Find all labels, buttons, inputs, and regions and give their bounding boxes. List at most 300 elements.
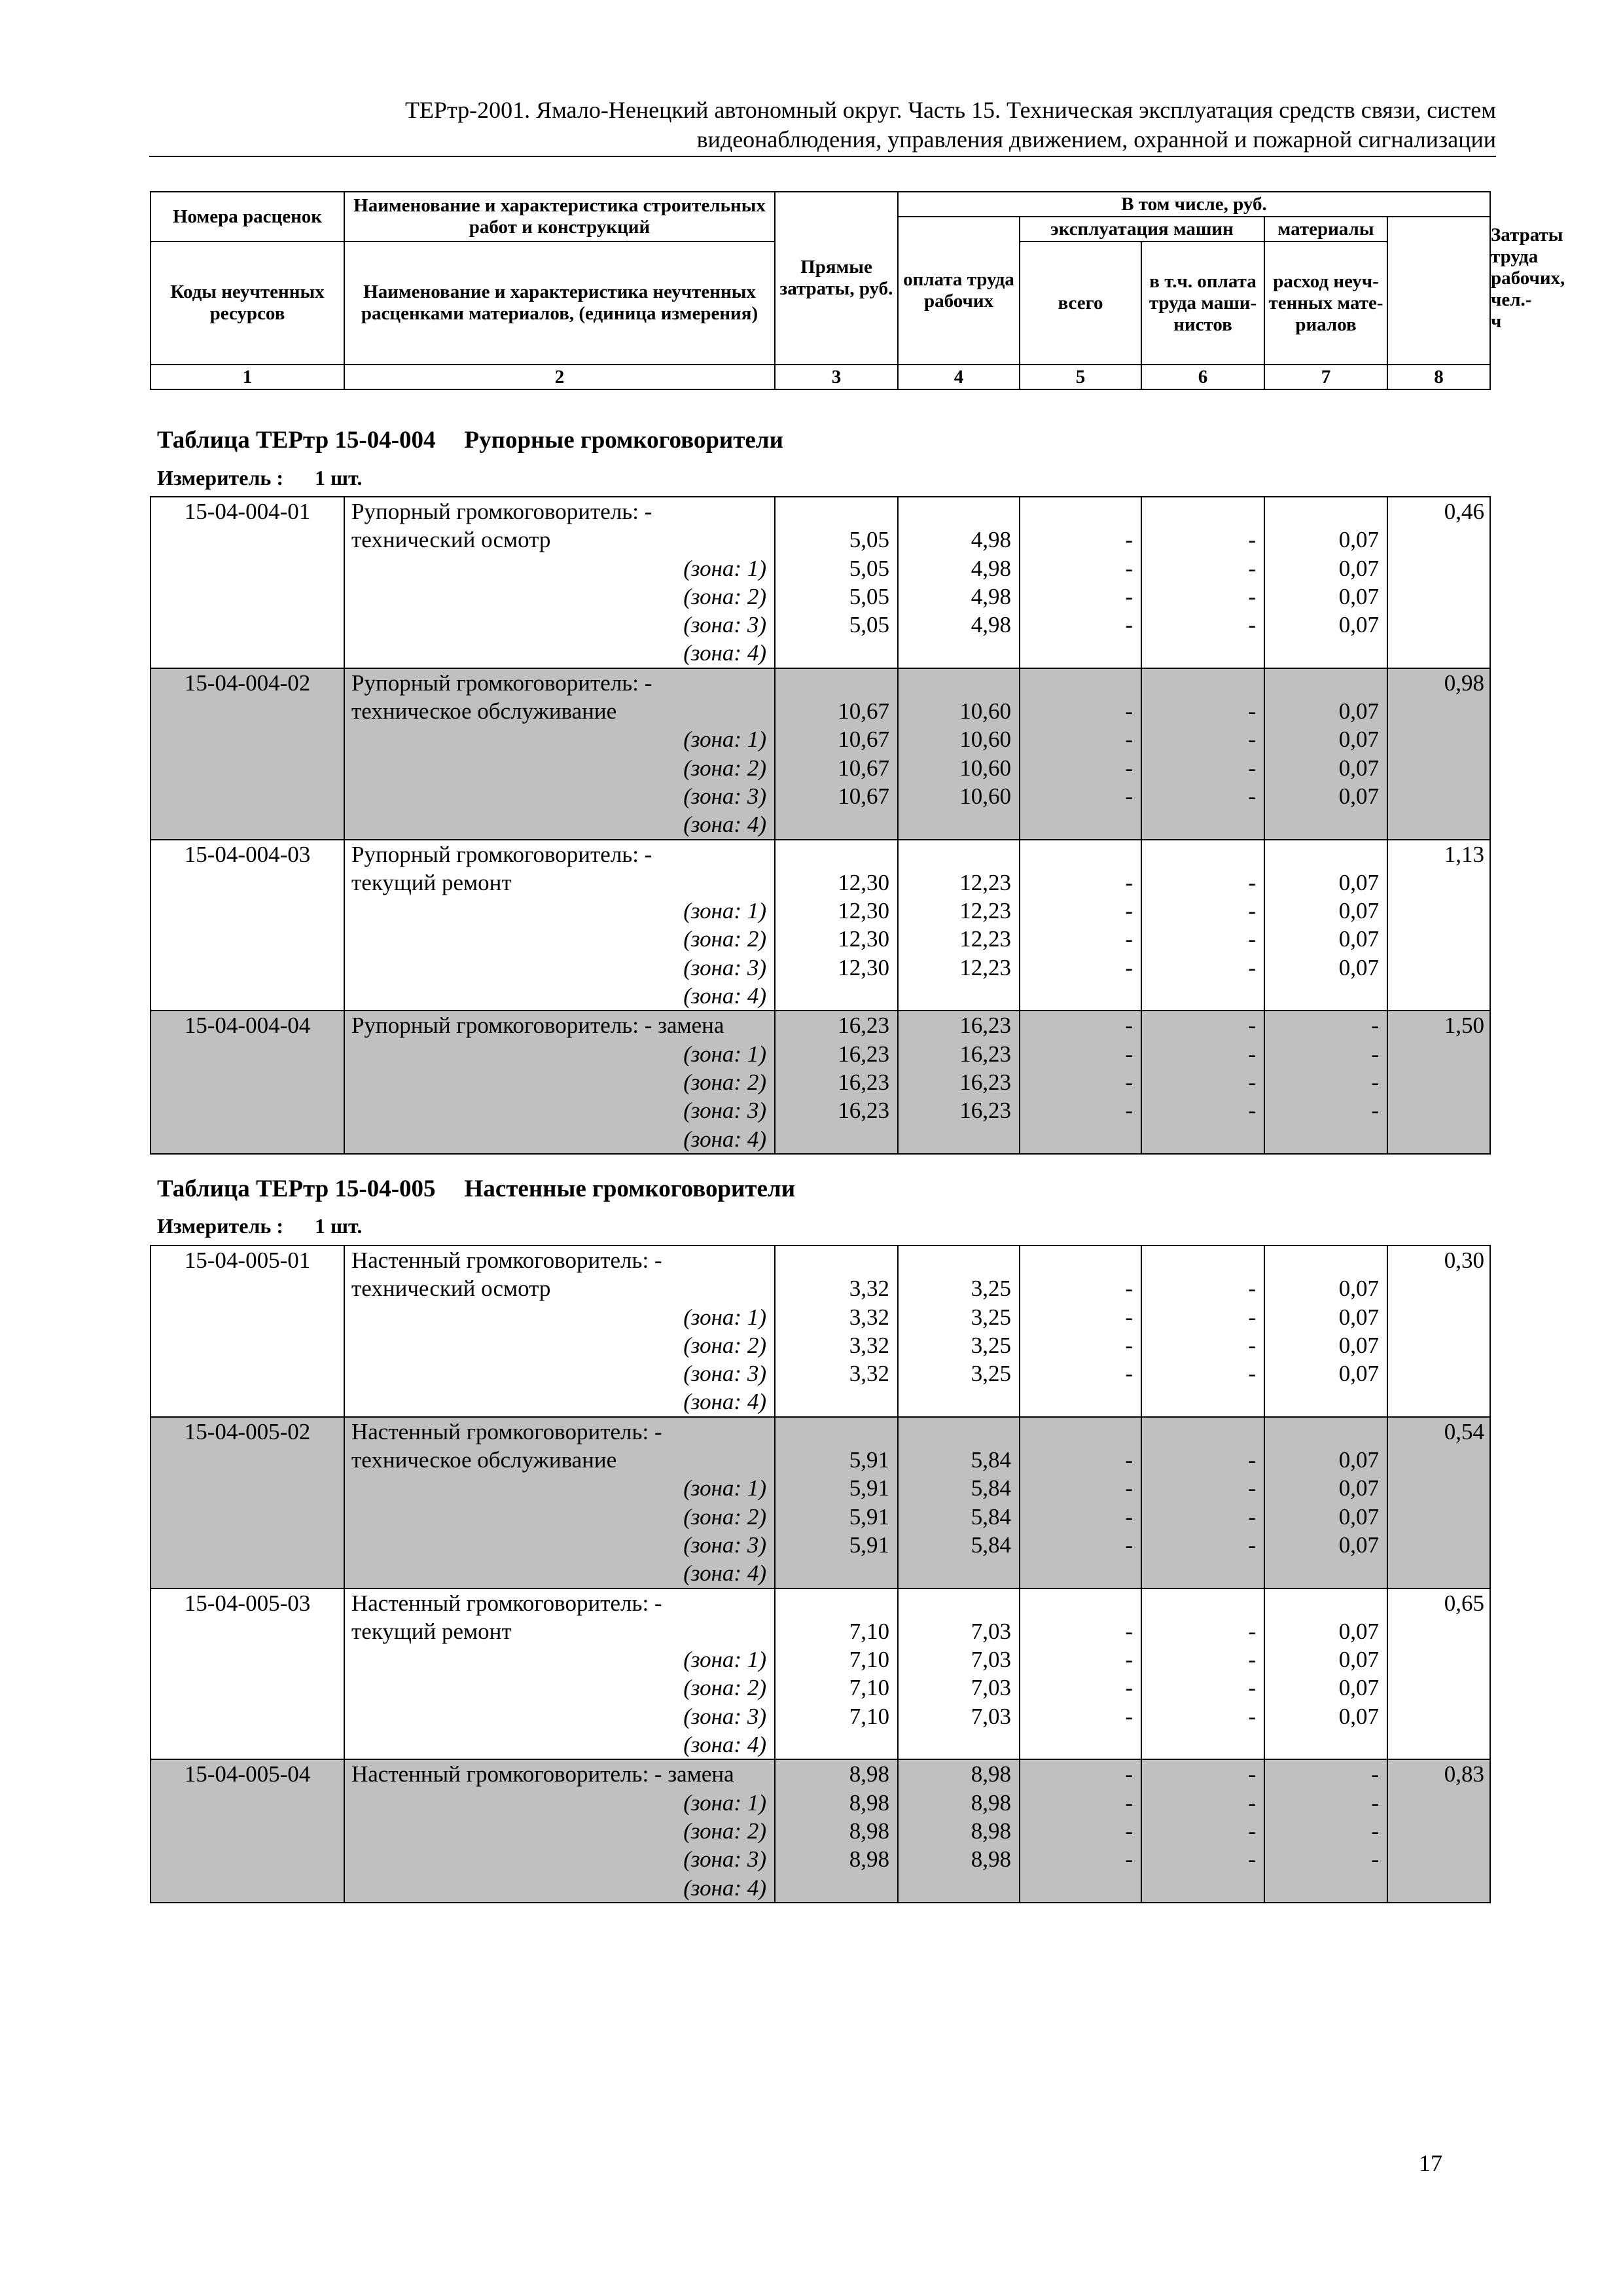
machinist-value: - xyxy=(1248,926,1256,952)
direct-value: 7,10 xyxy=(849,1675,889,1701)
direct-value: 12,30 xyxy=(838,898,889,924)
header-col-number: 5 xyxy=(1020,365,1141,389)
machinist-value: - xyxy=(1248,726,1256,753)
machinist-cell xyxy=(1141,1246,1264,1417)
header-col-number: 8 xyxy=(1387,365,1490,389)
zone-label: (зона: 1) xyxy=(683,1304,766,1330)
machines-value: - xyxy=(1125,783,1133,809)
zone-label: (зона: 4) xyxy=(683,640,766,666)
labor-value: 0,98 xyxy=(1387,668,1490,840)
rate-description xyxy=(344,1759,775,1902)
pay-value: 10,60 xyxy=(959,783,1011,809)
header-col-number: 1 xyxy=(151,365,344,389)
rate-row xyxy=(151,668,1490,840)
direct-value: 7,10 xyxy=(849,1647,889,1673)
direct-value: 8,98 xyxy=(849,1789,889,1816)
header-direct-costs: Прямые затраты, руб. xyxy=(775,192,898,365)
rate-code: 15-04-004-02 xyxy=(151,668,344,840)
direct-value: 10,67 xyxy=(838,755,889,781)
pay-cell xyxy=(898,1759,1020,1902)
machines-value: - xyxy=(1125,1647,1133,1673)
labor-value: 0,30 xyxy=(1387,1246,1490,1417)
materials-value: 0,07 xyxy=(1338,555,1379,581)
direct-value: 12,30 xyxy=(838,954,889,980)
pay-value: 8,98 xyxy=(971,1761,1011,1787)
materials-value: 0,07 xyxy=(1338,1532,1379,1558)
machines-value: - xyxy=(1125,1276,1133,1302)
materials-cell xyxy=(1264,1417,1387,1588)
rate-code: 15-04-005-04 xyxy=(151,1759,344,1902)
machines-value: - xyxy=(1125,1041,1133,1067)
materials-value: - xyxy=(1371,1069,1379,1095)
rates-table xyxy=(150,1245,1491,1903)
machines-value: - xyxy=(1125,1532,1133,1558)
machinist-value: - xyxy=(1248,1618,1256,1644)
header-line-1: ТЕРтр-2001. Ямало-Ненецкий автономный округ. Часть 15. Техническая эксплуатация средств связи, систем xyxy=(404,97,1496,123)
materials-value: 0,07 xyxy=(1338,1618,1379,1644)
direct-value: 5,05 xyxy=(849,527,889,553)
rate-description-line: Настенный громкоговоритель: - xyxy=(351,1247,662,1273)
direct-value: 16,23 xyxy=(838,1098,889,1124)
zone-label: (зона: 3) xyxy=(683,1846,766,1873)
machines-value: - xyxy=(1125,1675,1133,1701)
measure-line xyxy=(157,466,362,490)
direct-value: 12,30 xyxy=(838,869,889,895)
materials-value: - xyxy=(1371,1818,1379,1844)
pay-value: 3,25 xyxy=(971,1276,1011,1302)
machines-value: - xyxy=(1125,1703,1133,1729)
header-name-materials: Наименование и характеристика неучтенных расценками материалов, (единица измерения) xyxy=(344,242,775,365)
labor-value: 0,46 xyxy=(1387,497,1490,668)
pay-value: 10,60 xyxy=(959,698,1011,725)
materials-value: 0,07 xyxy=(1338,926,1379,952)
machines-value: - xyxy=(1125,612,1133,638)
zone-label: (зона: 1) xyxy=(683,555,766,581)
direct-value: 5,91 xyxy=(849,1503,889,1530)
rate-code: 15-04-005-02 xyxy=(151,1417,344,1588)
zone-label: (зона: 1) xyxy=(683,898,766,924)
pay-value: 4,98 xyxy=(971,527,1011,553)
header-col-number: 3 xyxy=(775,365,898,389)
materials-value: 0,07 xyxy=(1338,583,1379,609)
machinist-value: - xyxy=(1248,1532,1256,1558)
pay-value: 4,98 xyxy=(971,583,1011,609)
materials-value: 0,07 xyxy=(1338,1675,1379,1701)
zone-label: (зона: 1) xyxy=(683,1647,766,1673)
machines-value: - xyxy=(1125,1503,1133,1530)
header-including: В том числе, руб. xyxy=(898,192,1490,217)
machinist-value: - xyxy=(1248,1703,1256,1729)
machinist-value: - xyxy=(1248,1447,1256,1473)
zone-label: (зона: 4) xyxy=(683,1126,766,1152)
pay-value: 3,25 xyxy=(971,1332,1011,1358)
rate-description-line: техническое обслуживание xyxy=(351,1447,617,1473)
pay-value: 5,84 xyxy=(971,1447,1011,1473)
machinist-value: - xyxy=(1248,755,1256,781)
pay-value: 5,84 xyxy=(971,1532,1011,1558)
header-col-number: 6 xyxy=(1141,365,1264,389)
materials-value: - xyxy=(1371,1846,1379,1873)
direct-value: 3,32 xyxy=(849,1361,889,1387)
rate-description xyxy=(344,668,775,840)
machines-cell xyxy=(1020,1759,1141,1902)
materials-value: 0,07 xyxy=(1338,1276,1379,1302)
machinist-value: - xyxy=(1248,1789,1256,1816)
header-col-number: 7 xyxy=(1264,365,1387,389)
direct-value: 7,10 xyxy=(849,1618,889,1644)
header-unaccounted-materials: расход неуч- тенных мате- риалов xyxy=(1264,242,1387,365)
materials-value: 0,07 xyxy=(1338,612,1379,638)
direct-cell xyxy=(775,668,898,840)
rate-description xyxy=(344,1588,775,1760)
zone-label: (зона: 3) xyxy=(683,1703,766,1729)
materials-value: 0,07 xyxy=(1338,1647,1379,1673)
machines-value: - xyxy=(1125,1789,1133,1816)
machinist-value: - xyxy=(1248,612,1256,638)
machines-value: - xyxy=(1125,898,1133,924)
direct-cell xyxy=(775,840,898,1011)
machines-value: - xyxy=(1125,698,1133,725)
pay-value: 8,98 xyxy=(971,1818,1011,1844)
rate-description-line: Настенный громкоговоритель: - xyxy=(351,1590,662,1616)
direct-value: 5,91 xyxy=(849,1447,889,1473)
direct-value: 10,67 xyxy=(838,698,889,725)
machinist-cell xyxy=(1141,1417,1264,1588)
materials-value: 0,07 xyxy=(1338,726,1379,753)
direct-cell xyxy=(775,497,898,668)
machines-value: - xyxy=(1125,926,1133,952)
direct-value: 5,05 xyxy=(849,555,889,581)
machines-value: - xyxy=(1125,1475,1133,1501)
direct-cell xyxy=(775,1588,898,1760)
pay-value: 4,98 xyxy=(971,612,1011,638)
materials-value: - xyxy=(1371,1041,1379,1067)
zone-label: (зона: 3) xyxy=(683,1098,766,1124)
rates-table xyxy=(150,496,1491,1155)
direct-value: 5,05 xyxy=(849,612,889,638)
table-title xyxy=(157,426,783,454)
machines-value: - xyxy=(1125,1618,1133,1644)
materials-cell xyxy=(1264,1588,1387,1760)
pay-value: 7,03 xyxy=(971,1647,1011,1673)
direct-value: 3,32 xyxy=(849,1332,889,1358)
machinist-value: - xyxy=(1248,1013,1256,1039)
machinist-value: - xyxy=(1248,1332,1256,1358)
machinist-value: - xyxy=(1248,954,1256,980)
pay-value: 4,98 xyxy=(971,555,1011,581)
machines-cell xyxy=(1020,1417,1141,1588)
table-title-name: Настенные громкоговорители xyxy=(464,1175,796,1202)
materials-cell xyxy=(1264,1246,1387,1417)
machines-value: - xyxy=(1125,1846,1133,1873)
rate-description xyxy=(344,1417,775,1588)
direct-value: 5,91 xyxy=(849,1532,889,1558)
machines-value: - xyxy=(1125,1069,1133,1095)
direct-value: 16,23 xyxy=(838,1013,889,1039)
machinist-value: - xyxy=(1248,1069,1256,1095)
machinist-value: - xyxy=(1248,698,1256,725)
machinist-value: - xyxy=(1248,1647,1256,1673)
measure-label: Измеритель : xyxy=(157,466,283,490)
materials-value: - xyxy=(1371,1789,1379,1816)
machinist-value: - xyxy=(1248,1098,1256,1124)
zone-label: (зона: 3) xyxy=(683,1361,766,1387)
machines-value: - xyxy=(1125,869,1133,895)
machines-cell xyxy=(1020,497,1141,668)
direct-value: 8,98 xyxy=(849,1761,889,1787)
rate-description-line: технический осмотр xyxy=(351,1276,551,1302)
rate-row xyxy=(151,1588,1490,1760)
header-rate-numbers: Номера расценок xyxy=(151,192,344,242)
zone-label: (зона: 1) xyxy=(683,1475,766,1501)
zone-label: (зона: 4) xyxy=(683,1560,766,1587)
machinist-value: - xyxy=(1248,583,1256,609)
direct-value: 16,23 xyxy=(838,1069,889,1095)
header-materials: материалы xyxy=(1264,217,1387,242)
pay-cell xyxy=(898,1588,1020,1760)
rate-code: 15-04-004-01 xyxy=(151,497,344,668)
direct-cell xyxy=(775,1011,898,1153)
measure-line xyxy=(157,1214,362,1238)
table-title xyxy=(157,1175,795,1203)
machines-value: - xyxy=(1125,755,1133,781)
machines-cell xyxy=(1020,668,1141,840)
direct-value: 16,23 xyxy=(838,1041,889,1067)
labor-value: 1,13 xyxy=(1387,840,1490,1011)
materials-value: 0,07 xyxy=(1338,1332,1379,1358)
materials-value: 0,07 xyxy=(1338,1304,1379,1330)
zone-label: (зона: 4) xyxy=(683,1732,766,1758)
pay-value: 10,60 xyxy=(959,755,1011,781)
pay-value: 16,23 xyxy=(959,1013,1011,1039)
direct-value: 3,32 xyxy=(849,1276,889,1302)
page-number: 17 xyxy=(1419,2150,1442,2176)
zone-label: (зона: 2) xyxy=(683,755,766,781)
machinist-value: - xyxy=(1248,1361,1256,1387)
machinist-cell xyxy=(1141,668,1264,840)
materials-value: 0,07 xyxy=(1338,1503,1379,1530)
machines-value: - xyxy=(1125,1332,1133,1358)
materials-value: - xyxy=(1371,1013,1379,1039)
direct-value: 10,67 xyxy=(838,783,889,809)
pay-value: 16,23 xyxy=(959,1069,1011,1095)
machines-value: - xyxy=(1125,1304,1133,1330)
rate-description xyxy=(344,1246,775,1417)
zone-label: (зона: 2) xyxy=(683,1818,766,1844)
measure-label: Измеритель : xyxy=(157,1214,283,1238)
materials-value: - xyxy=(1371,1098,1379,1124)
machinist-value: - xyxy=(1248,1761,1256,1787)
direct-value: 5,91 xyxy=(849,1475,889,1501)
direct-value: 8,98 xyxy=(849,1846,889,1873)
pay-value: 16,23 xyxy=(959,1041,1011,1067)
direct-value: 8,98 xyxy=(849,1818,889,1844)
machinist-value: - xyxy=(1248,1276,1256,1302)
materials-value: 0,07 xyxy=(1338,898,1379,924)
pay-cell xyxy=(898,497,1020,668)
rate-row xyxy=(151,1246,1490,1417)
materials-value: 0,07 xyxy=(1338,1475,1379,1501)
rate-description-line: Рупорный громкоговоритель: - xyxy=(351,499,652,524)
header-col-number: 4 xyxy=(898,365,1020,389)
materials-value: 0,07 xyxy=(1338,869,1379,895)
machines-cell xyxy=(1020,840,1141,1011)
machines-cell xyxy=(1020,1246,1141,1417)
zone-label: (зона: 3) xyxy=(683,612,766,638)
header-col-number: 2 xyxy=(344,365,775,389)
pay-value: 12,23 xyxy=(959,898,1011,924)
pay-value: 5,84 xyxy=(971,1503,1011,1530)
direct-value: 5,05 xyxy=(849,583,889,609)
materials-value: - xyxy=(1371,1761,1379,1787)
rate-description-line: Рупорный громкоговоритель: - xyxy=(351,841,652,867)
machinist-value: - xyxy=(1248,1304,1256,1330)
rate-code: 15-04-005-01 xyxy=(151,1246,344,1417)
zone-label: (зона: 2) xyxy=(683,583,766,609)
header-total: всего xyxy=(1020,242,1141,365)
pay-value: 7,03 xyxy=(971,1618,1011,1644)
rate-row xyxy=(151,1759,1490,1902)
machinist-cell xyxy=(1141,1011,1264,1153)
pay-value: 7,03 xyxy=(971,1703,1011,1729)
machines-value: - xyxy=(1125,583,1133,609)
materials-value: 0,07 xyxy=(1338,1703,1379,1729)
rate-description-line: техническое обслуживание xyxy=(351,698,617,725)
machines-value: - xyxy=(1125,954,1133,980)
rate-row xyxy=(151,1417,1490,1588)
machinist-cell xyxy=(1141,497,1264,668)
machinist-cell xyxy=(1141,1588,1264,1760)
header-worker-pay: оплата труда рабочих xyxy=(898,217,1020,365)
direct-value: 10,67 xyxy=(838,726,889,753)
rate-code: 15-04-005-03 xyxy=(151,1588,344,1760)
machines-value: - xyxy=(1125,726,1133,753)
zone-label: (зона: 1) xyxy=(683,1041,766,1067)
measure-unit: 1 шт. xyxy=(314,1214,363,1238)
machinist-value: - xyxy=(1248,1041,1256,1067)
direct-cell xyxy=(775,1417,898,1588)
rate-description-line: текущий ремонт xyxy=(351,869,512,895)
zone-label: (зона: 2) xyxy=(683,1503,766,1530)
header-line-2: видеонаблюдения, управления движением, охранной и пожарной сигнализации xyxy=(696,126,1496,152)
materials-value: 0,07 xyxy=(1338,954,1379,980)
header-machinist-pay: в т.ч. оплата труда маши- нистов xyxy=(1141,242,1264,365)
machines-value: - xyxy=(1125,1361,1133,1387)
pay-value: 3,25 xyxy=(971,1304,1011,1330)
rate-description xyxy=(344,497,775,668)
zone-label: (зона: 2) xyxy=(683,1069,766,1095)
machines-value: - xyxy=(1125,1098,1133,1124)
pay-value: 5,84 xyxy=(971,1475,1011,1501)
pay-cell xyxy=(898,668,1020,840)
rate-description xyxy=(344,840,775,1011)
header-resource-codes: Коды неучтенных ресурсов xyxy=(151,242,344,365)
labor-value: 0,65 xyxy=(1387,1588,1490,1760)
header-machine-operation: эксплуатация машин xyxy=(1020,217,1264,242)
machinist-value: - xyxy=(1248,1846,1256,1873)
table-title-code: Таблица ТЕРтр 15-04-004 xyxy=(157,427,436,454)
zone-label: (зона: 2) xyxy=(683,1332,766,1358)
machinist-value: - xyxy=(1248,1675,1256,1701)
machines-value: - xyxy=(1125,1761,1133,1787)
rate-description-line: Настенный громкоговоритель: - замена xyxy=(351,1761,734,1787)
rate-description-line: технический осмотр xyxy=(351,527,551,553)
machinist-value: - xyxy=(1248,555,1256,581)
direct-value: 7,10 xyxy=(849,1703,889,1729)
machinist-cell xyxy=(1141,840,1264,1011)
pay-value: 8,98 xyxy=(971,1789,1011,1816)
pay-value: 12,23 xyxy=(959,926,1011,952)
zone-label: (зона: 4) xyxy=(683,812,766,838)
rate-row xyxy=(151,497,1490,668)
zone-label: (зона: 4) xyxy=(683,983,766,1009)
pay-cell xyxy=(898,1011,1020,1153)
zone-label: (зона: 4) xyxy=(683,1389,766,1415)
rate-description-line: Рупорный громкоговоритель: - xyxy=(351,670,652,696)
pay-value: 7,03 xyxy=(971,1675,1011,1701)
rate-description-line: текущий ремонт xyxy=(351,1618,512,1644)
materials-value: 0,07 xyxy=(1338,527,1379,553)
machinist-value: - xyxy=(1248,1818,1256,1844)
pay-cell xyxy=(898,840,1020,1011)
materials-cell xyxy=(1264,497,1387,668)
pay-value: 3,25 xyxy=(971,1361,1011,1387)
machines-cell xyxy=(1020,1011,1141,1153)
rate-description-line: Настенный громкоговоритель: - xyxy=(351,1418,662,1444)
materials-cell xyxy=(1264,1759,1387,1902)
machinist-value: - xyxy=(1248,783,1256,809)
pay-value: 12,23 xyxy=(959,869,1011,895)
machinist-value: - xyxy=(1248,898,1256,924)
table-title-code: Таблица ТЕРтр 15-04-005 xyxy=(157,1175,436,1202)
labor-value: 0,83 xyxy=(1387,1759,1490,1902)
machines-value: - xyxy=(1125,1818,1133,1844)
rate-code: 15-04-004-03 xyxy=(151,840,344,1011)
pay-value: 10,60 xyxy=(959,726,1011,753)
materials-cell xyxy=(1264,668,1387,840)
direct-value: 3,32 xyxy=(849,1304,889,1330)
machines-value: - xyxy=(1125,1447,1133,1473)
page-header xyxy=(149,96,1496,157)
direct-cell xyxy=(775,1759,898,1902)
pay-value: 12,23 xyxy=(959,954,1011,980)
labor-value: 1,50 xyxy=(1387,1011,1490,1153)
table-title-name: Рупорные громкоговорители xyxy=(464,427,783,454)
rate-row xyxy=(151,1011,1490,1153)
measure-unit: 1 шт. xyxy=(314,466,363,490)
zone-label: (зона: 3) xyxy=(683,783,766,809)
pay-value: 16,23 xyxy=(959,1098,1011,1124)
zone-label: (зона: 4) xyxy=(683,1874,766,1901)
direct-cell xyxy=(775,1246,898,1417)
materials-value: 0,07 xyxy=(1338,755,1379,781)
zone-label: (зона: 2) xyxy=(683,926,766,952)
zone-label: (зона: 1) xyxy=(683,726,766,753)
materials-value: 0,07 xyxy=(1338,783,1379,809)
rate-row xyxy=(151,840,1490,1011)
zone-label: (зона: 3) xyxy=(683,954,766,980)
labor-value: 0,54 xyxy=(1387,1417,1490,1588)
rate-description-line: Рупорный громкоговоритель: - замена xyxy=(351,1013,724,1039)
materials-value: 0,07 xyxy=(1338,698,1379,725)
zone-label: (зона: 1) xyxy=(683,1789,766,1816)
pay-value: 8,98 xyxy=(971,1846,1011,1873)
rate-description xyxy=(344,1011,775,1153)
materials-value: 0,07 xyxy=(1338,1447,1379,1473)
header-name-works: Наименование и характеристика строительных работ и конструкций xyxy=(344,192,775,242)
materials-value: 0,07 xyxy=(1338,1361,1379,1387)
machinist-value: - xyxy=(1248,527,1256,553)
